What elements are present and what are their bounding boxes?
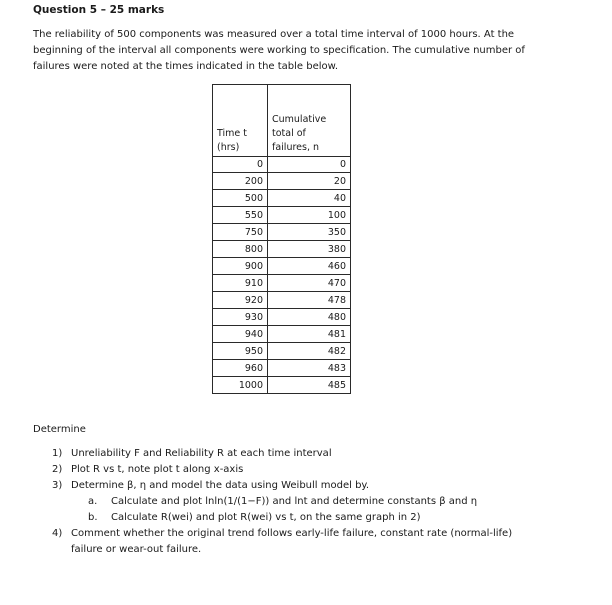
cell-time: 0 [213, 157, 268, 173]
header-time: Time t (hrs) [213, 85, 268, 157]
cell-time: 940 [213, 326, 268, 343]
subtask-letter: a. [88, 496, 98, 507]
cell-failures: 485 [268, 377, 351, 394]
table-row [213, 207, 351, 224]
cell-failures: 481 [268, 326, 351, 343]
question-intro [33, 27, 593, 75]
table-row [213, 292, 351, 309]
subtask-letter: b. [88, 512, 98, 523]
table-row [213, 377, 351, 394]
intro-line: failures were noted at the times indicated in the table below. [33, 61, 339, 72]
subtask-item [52, 510, 597, 526]
table-header-row [213, 85, 351, 157]
table-row [213, 173, 351, 190]
cell-failures: 20 [268, 173, 351, 190]
determine-label: Determine [33, 424, 86, 435]
task-text: Plot R vs t, note plot t along x-axis [71, 464, 244, 475]
task-text: failure or wear-out failure. [71, 544, 202, 555]
cell-time: 910 [213, 275, 268, 292]
failure-data-table [212, 84, 351, 394]
task-item [52, 478, 597, 494]
task-text: Determine β, η and model the data using Weibull model by. [71, 480, 370, 491]
cell-time: 960 [213, 360, 268, 377]
task-number: 4) [52, 528, 63, 539]
task-number: 1) [52, 448, 63, 459]
subtask-text: Calculate R(wei) and plot R(wei) vs t, on the same graph in 2) [111, 512, 421, 523]
cell-time: 750 [213, 224, 268, 241]
table-row [213, 157, 351, 173]
cell-failures: 380 [268, 241, 351, 258]
cell-failures: 460 [268, 258, 351, 275]
table-row [213, 190, 351, 207]
table-row [213, 241, 351, 258]
table-row [213, 343, 351, 360]
task-item [52, 526, 597, 558]
cell-failures: 482 [268, 343, 351, 360]
table-row [213, 326, 351, 343]
cell-time: 950 [213, 343, 268, 360]
cell-failures: 100 [268, 207, 351, 224]
subtask-item [52, 494, 597, 510]
task-text: Comment whether the original trend follows early-life failure, constant rate (normal-life) [71, 528, 513, 539]
cell-time: 900 [213, 258, 268, 275]
cell-failures: 470 [268, 275, 351, 292]
cell-time: 1000 [213, 377, 268, 394]
task-item [52, 446, 597, 462]
cell-time: 550 [213, 207, 268, 224]
question-title: Question 5 – 25 marks [33, 4, 165, 16]
cell-time: 500 [213, 190, 268, 207]
task-item [52, 462, 597, 478]
cell-failures: 0 [268, 157, 351, 173]
cell-failures: 483 [268, 360, 351, 377]
intro-line: The reliability of 500 components was measured over a total time interval of 1000 hours. At the [33, 29, 515, 40]
subtask-text: Calculate and plot lnln(1/(1−F)) and lnt and determine constants β and η [111, 496, 478, 507]
table-row [213, 258, 351, 275]
table-row [213, 360, 351, 377]
cell-time: 200 [213, 173, 268, 190]
intro-line: beginning of the interval all components were working to specification. The cumulative number of [33, 45, 525, 56]
cell-failures: 478 [268, 292, 351, 309]
cell-time: 930 [213, 309, 268, 326]
table-row [213, 309, 351, 326]
task-list [52, 446, 597, 558]
task-number: 3) [52, 480, 63, 491]
cell-failures: 480 [268, 309, 351, 326]
cell-time: 920 [213, 292, 268, 309]
table-row [213, 275, 351, 292]
cell-failures: 350 [268, 224, 351, 241]
task-text: Unreliability F and Reliability R at each time interval [71, 448, 332, 459]
cell-time: 800 [213, 241, 268, 258]
task-number: 2) [52, 464, 63, 475]
table-row [213, 224, 351, 241]
header-failures: Cumulative total of failures, n [268, 85, 351, 157]
cell-failures: 40 [268, 190, 351, 207]
